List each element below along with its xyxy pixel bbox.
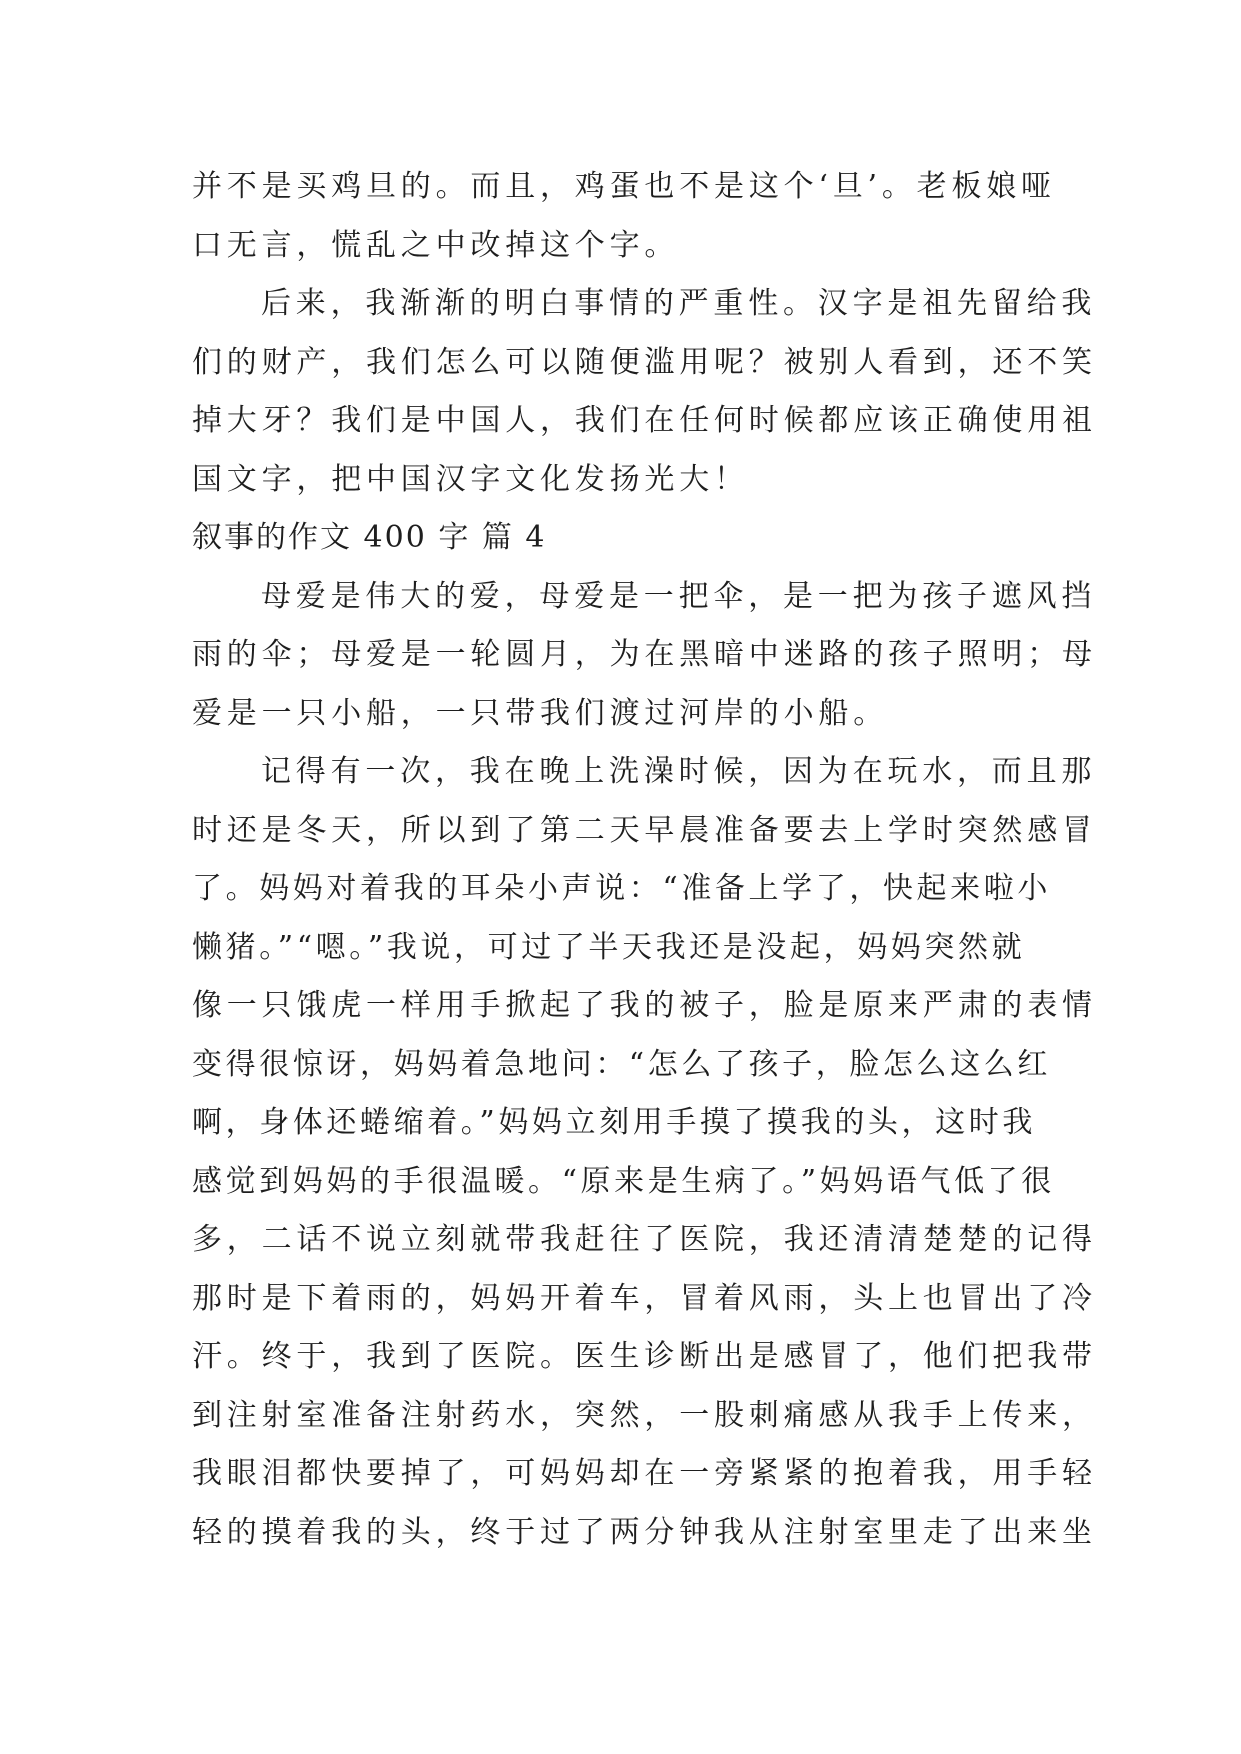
paragraph-start-line: 记得有一次，我在晚上洗澡时候，因为在玩水，而且那 <box>261 754 1097 789</box>
text-line: 到注射室准备注射药水，突然，一股刺痛感从我手上传来， <box>192 1397 1097 1433</box>
text-line: 多，二话不说立刻就带我赶往了医院，我还清清楚楚的记得 <box>192 1222 1097 1257</box>
text-line: 掉大牙？我们是中国人，我们在任何时候都应该正确使用祖 <box>192 403 1097 438</box>
text-line: 爱是一只小船，一只带我们渡过河岸的小船。 <box>192 695 888 731</box>
text-line: 雨的伞；母爱是一轮圆月，为在黑暗中迷路的孩子照明；母 <box>192 637 1097 672</box>
text-line: 并不是买鸡旦的。而且，鸡蛋也不是这个‘旦’。老板娘哑 <box>192 169 1056 204</box>
text-line: 汗。终于，我到了医院。医生诊断出是感冒了，他们把我带 <box>192 1339 1097 1374</box>
text-line: 懒猪。”“嗯。”我说，可过了半天我还是没起，妈妈突然就 <box>192 929 1026 965</box>
text-line: 变得很惊讶，妈妈着急地问：“怎么了孩子，脸怎么这么红 <box>192 1046 1051 1082</box>
text-line: 我眼泪都快要掉了，可妈妈却在一旁紧紧的抱着我，用手轻 <box>192 1456 1097 1491</box>
text-line: 了。妈妈对着我的耳朵小声说：“准备上学了，快起来啦小 <box>192 871 1051 906</box>
text-line: 们的财产，我们怎么可以随便滥用呢？被别人看到，还不笑 <box>192 344 1097 380</box>
text-line: 感觉到妈妈的手很温暖。“原来是生病了。”妈妈语气低了很 <box>192 1163 1055 1199</box>
paragraph-start-line: 后来，我渐渐的明白事情的严重性。汉字是祖先留给我 <box>261 286 1097 321</box>
text-line: 像一只饿虎一样用手掀起了我的被子，脸是原来严肃的表情 <box>192 988 1097 1023</box>
text-line: 啊，身体还蜷缩着。”妈妈立刻用手摸了摸我的头，这时我 <box>192 1105 1036 1140</box>
paragraph-start-line: 母爱是伟大的爱，母爱是一把伞，是一把为孩子遮风挡 <box>261 578 1097 614</box>
text-line: 口无言，慌乱之中改掉这个字。 <box>192 227 680 263</box>
text-line: 那时是下着雨的，妈妈开着车，冒着风雨，头上也冒出了冷 <box>192 1280 1097 1316</box>
section-heading: 叙事的作文 400 字 篇 4 <box>192 520 547 555</box>
body-text <box>192 158 1097 1562</box>
text-line: 轻的摸着我的头，终于过了两分钟我从注射室里走了出来坐 <box>192 1514 1097 1550</box>
text-line: 国文字，把中国汉字文化发扬光大！ <box>192 461 749 497</box>
text-line: 时还是冬天，所以到了第二天早晨准备要去上学时突然感冒 <box>192 812 1097 848</box>
